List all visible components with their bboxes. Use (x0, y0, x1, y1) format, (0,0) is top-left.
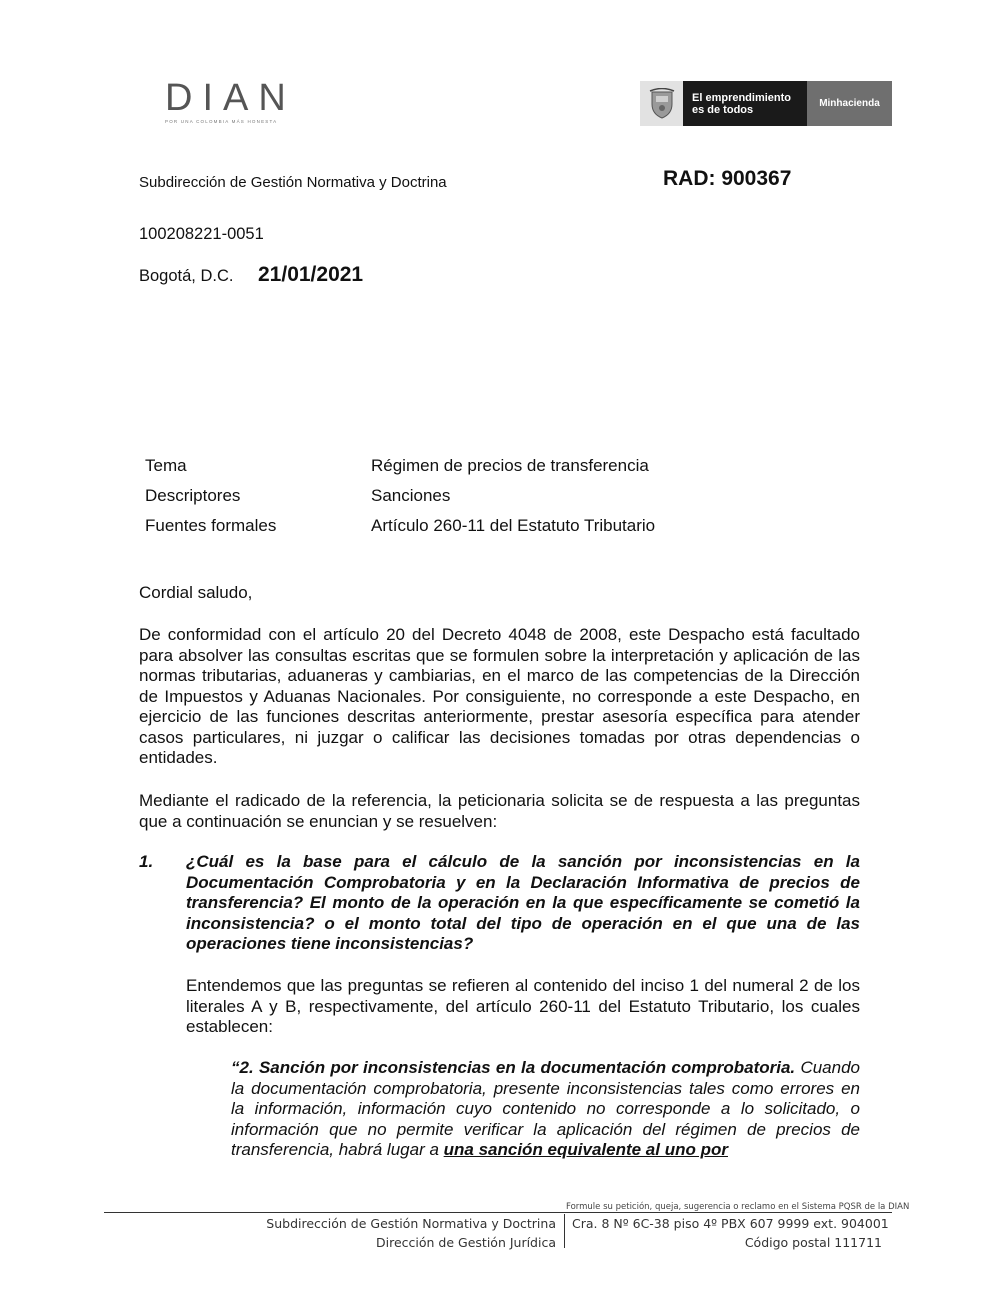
table-row (145, 456, 845, 480)
logo-tagline: POR UNA COLOMBIA MÁS HONESTA (165, 119, 278, 124)
rad-number: RAD: 900367 (663, 167, 792, 190)
table-row (145, 516, 845, 540)
footer-office-line2: Dirección de Gestión Jurídica (376, 1235, 556, 1250)
subject-table (145, 456, 845, 546)
reference-number: 100208221-0051 (139, 225, 264, 243)
office-name: Subdirección de Gestión Normativa y Doctrina (139, 174, 447, 191)
question-number: 1. (139, 852, 154, 871)
answer-intro: Entendemos que las preguntas se refieren al contenido del inciso 1 del numeral 2 de los literales A y B, respectivamente, del artículo 260-11 del Estatuto Tributario, los cuales establecen: (186, 976, 860, 1036)
quote-underlined: una sanción equivalente al uno por (443, 1140, 728, 1159)
row-label: Descriptores (145, 486, 241, 505)
table-row (145, 486, 845, 510)
row-value: Régimen de precios de transferencia (371, 456, 649, 475)
banner-ministry: Minhacienda (807, 81, 892, 126)
row-value: Artículo 260-11 del Estatuto Tributario (371, 516, 656, 535)
row-label: Tema (145, 456, 187, 475)
logo-text: DIAN (165, 77, 296, 119)
coat-of-arms-icon (640, 81, 683, 126)
footer-office (250, 1214, 556, 1252)
row-label: Fuentes formales (145, 516, 277, 535)
footer-address-line2: Código postal 111711 (744, 1235, 882, 1250)
paragraph-competence: De conformidad con el artículo 20 del Decreto 4048 de 2008, este Despacho está facultado para absolver las consultas escritas que se formulen sobre la interpretación y aplicación de las normas tributarias, aduaneras y cambiarias, en el marco de las competencias de la Dirección de Impuestos y Aduanas Nacionales. Por consiguiente, no corresponde a este Despacho, en ejercicio de las funciones descritas anteriormente, prestar asesoría específica para atender casos particulares, ni juzgar o calificar las decisiones tomadas por otras dependencias o entidades. (139, 625, 860, 767)
quote-text: Cuando la documentación comprobatoria, presente inconsistencias tales como errores en la información, información cuyo contenido no corresponde a lo solicitado, o información que no permite verificar la aplicación del régimen de precios de transferencia, habrá lugar a (231, 1058, 860, 1159)
city: Bogotá, D.C. (139, 267, 234, 285)
footer-address (572, 1214, 889, 1252)
greeting: Cordial saludo, (139, 583, 253, 602)
banner-slogan (683, 81, 807, 126)
banner-line2: es de todos (692, 104, 754, 116)
footer-address-line1: Cra. 8 Nº 6C-38 piso 4º PBX 607 9999 ext. 904001 (572, 1216, 889, 1231)
government-banner (640, 81, 892, 126)
paragraph-request: Mediante el radicado de la referencia, la peticionaria solicita se de respuesta a las preguntas que a continuación se enuncian y se resuelven: (139, 791, 860, 831)
footer-note: Formule su petición, queja, sugerencia o reclamo en el Sistema PQSR de la DIAN (566, 1202, 910, 1212)
document-date: 21/01/2021 (258, 263, 364, 286)
question-text: ¿Cuál es la base para el cálculo de la sanción por inconsistencias en la Documentación Comprobatoria y en la Declaración Informativa de precios de transferencia? El monto de la operación en la que específicamente se cometió la inconsistencia? o el monto total del tipo de operación en el que una de las operaciones tiene inconsistencias? (186, 852, 860, 953)
dian-logo (165, 77, 325, 128)
row-value: Sanciones (371, 486, 451, 505)
banner-line1: El emprendimiento (692, 92, 792, 104)
quote-heading: “2. Sanción por inconsistencias en la documentación comprobatoria. (231, 1058, 796, 1077)
footer-divider (104, 1212, 892, 1213)
footer-office-line1: Subdirección de Gestión Normativa y Doctrina (266, 1216, 556, 1231)
legal-quote (231, 1058, 860, 1161)
footer-separator (564, 1214, 565, 1248)
